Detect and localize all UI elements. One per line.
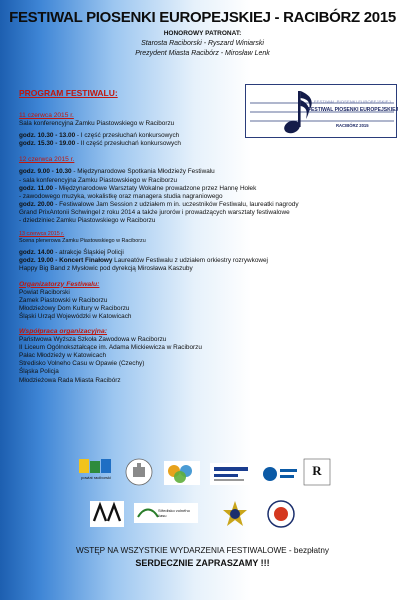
program-content — [19, 112, 391, 385]
mdk-logo — [162, 459, 202, 487]
rr-logo: R — [302, 457, 332, 487]
free-entry-note: WSTĘP NA WSZYSTKIE WYDARZENIA FESTIWALOWE - bezpłatny — [76, 546, 329, 555]
logo-main-text: FESTIWAL PIOSENKI EUROPEJSKIEJ — [308, 107, 399, 113]
day2-item: godz. 11.00 - Międzynarodowe Warsztaty Wokalne prowadzone przez Hannę Hołek — [19, 184, 257, 192]
day2-item: godz. 20.00 - Festiwalowe Jam Session z udziałem m in. uczestników Festiwalu, laureatki nagrody — [19, 200, 299, 208]
day1-date: 11 czerwca 2015 r. — [19, 112, 74, 119]
day2-item: - dziedziniec Zamku Piastowskiego w Raciborzu — [19, 217, 156, 225]
day3-venue: Scena plenerowa Zamku Piastowskiego w Raciborzu — [19, 238, 146, 245]
patron-starosta: Starosta Raciborski - Ryszard Winiarski — [141, 40, 264, 47]
organizers-heading: Organizatorzy Festiwalu: — [19, 280, 100, 288]
cooperation-item: Państwowa Wyższa Szkoła Zawodowa w Raciborzu — [19, 336, 167, 344]
patronage-block — [0, 29, 405, 59]
sponsor-logos — [70, 457, 370, 537]
cooperation-item: Młodzieżowa Rada Miasta Racibórz — [19, 376, 121, 384]
cooperation-heading: Współpraca organizacyjna: — [19, 327, 108, 335]
stredisko-logo: Středisko volného času — [134, 503, 198, 523]
svc-logo — [90, 501, 124, 527]
logo-year-text: RACIBÓRZ 2015 — [336, 123, 369, 128]
day3-item: godz. 19.00 - Koncert Finałowy Laureatów Festiwalu z udziałem orkiestry rozrywkowej — [19, 257, 268, 265]
organizer-item: Powiat Raciborski — [19, 288, 70, 296]
day3-item: Happy Big Band z Mysłowic pod dyrekcją Mirosława Kaszuby — [19, 265, 193, 273]
police-badge-logo — [220, 499, 250, 529]
day1-item: godz. 15.30 - 19.00 - II część przesłuchań konkursowych — [19, 140, 181, 148]
day1-venue: Sala konferencyjna Zamku Piastowskiego w Raciborzu — [19, 120, 175, 128]
cooperation-item: Pałac Młodzieży w Katowicach — [19, 352, 107, 360]
cooperation-item: Śląska Policja — [19, 368, 59, 376]
liceum-logo — [260, 463, 300, 485]
day2-item: - zawodowego muzyka, wokalistkę oraz managera studia nagraniowego — [19, 192, 223, 200]
cooperation-item: II Liceum Ogólnokształcące im. Adama Mickiewicza w Raciborzu — [19, 344, 202, 352]
invitation-text: SERDECZNIE ZAPRASZAMY !!! — [135, 558, 270, 568]
cooperation-item: Stredisko Volneho Casu w Opawie (Czechy) — [19, 360, 145, 368]
powiat-logo: powiat raciborski — [76, 457, 116, 487]
day3-date: 13 czerwca 2015 r. — [19, 231, 65, 238]
day2-item: - sala konferencyjna Zamku Piastowskiego w Raciborzu — [19, 176, 178, 184]
program-title: PROGRAM FESTIWALU: — [19, 88, 118, 98]
day2-item: Grand PrixAntonii Schwingel z roku 2014 a także jurorów i prowadzących warsztaty festiwalowe — [19, 208, 290, 216]
patronage-heading: HONOROWY PATRONAT: — [163, 30, 242, 37]
organizer-item: Zamek Piastowski w Raciborzu — [19, 296, 108, 304]
castle-logo — [124, 457, 154, 487]
pwsz-logo — [210, 463, 252, 485]
patron-prezydent: Prezydent Miasta Racibórz - Mirosław Lenk — [135, 50, 270, 57]
organizer-item: Śląski Urząd Wojewódzki w Katowicach — [19, 312, 132, 320]
day2-item: godz. 9.00 - 10.30 - Międzynarodowe Spotkania Młodzieży Festiwalu — [19, 168, 215, 176]
organizer-item: Młodzieżowy Dom Kultury w Raciborzu — [19, 304, 130, 312]
day1-item: godz. 10.30 - 13.00 - I część przesłuchań konkursowych — [19, 132, 180, 140]
day3-item: godz. 14.00 - atrakcje Śląskiej Policji — [19, 249, 124, 257]
youth-council-logo — [266, 499, 296, 529]
logo-faded-text: FESTIWAL PIOSENKI EUROPEJSKIEJ — [314, 99, 391, 104]
festival-title: FESTIWAL PIOSENKI EUROPEJSKIEJ - RACIBÓRZ 2015 — [9, 9, 396, 26]
day2-date: 12 czerwca 2015 r. — [19, 156, 75, 164]
